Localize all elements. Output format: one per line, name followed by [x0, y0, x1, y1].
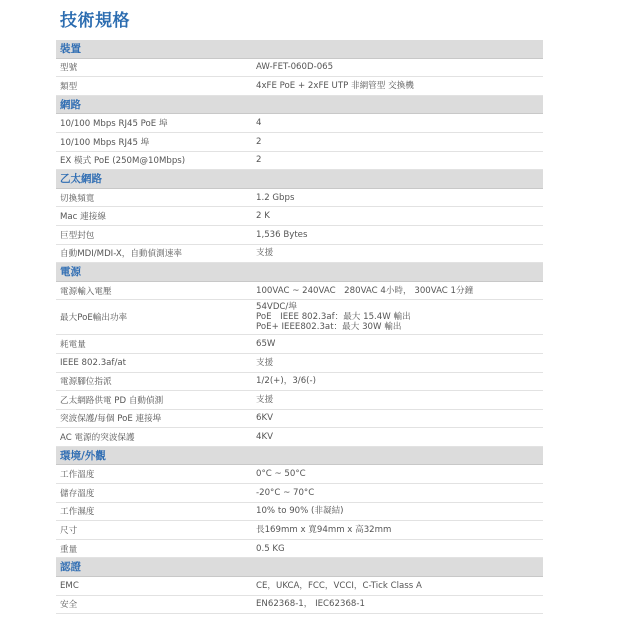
spec-row: [56, 428, 543, 447]
spec-label: 巨型封包: [60, 230, 95, 241]
spec-row: [56, 577, 543, 596]
spec-value: [256, 581, 543, 591]
spec-value: [256, 193, 543, 203]
spec-row: [56, 282, 543, 301]
spec-row: [56, 114, 543, 133]
section-header: 環境/外觀: [56, 447, 543, 466]
spec-label: 型號: [60, 63, 78, 74]
spec-label: 自動MDI/MDI-X，自動偵測速率: [60, 249, 182, 260]
spec-label: IEEE 802.3af/at: [60, 357, 126, 368]
spec-row: [56, 373, 543, 392]
spec-label: 類型: [60, 81, 78, 92]
spec-row: [56, 521, 543, 540]
spec-row: [56, 540, 543, 559]
spec-row: [56, 189, 543, 208]
spec-value: [256, 211, 543, 221]
spec-row: [56, 465, 543, 484]
spec-value: [256, 81, 543, 91]
spec-value-line: 6KV: [256, 413, 273, 424]
section-header: 認證: [56, 558, 543, 577]
section-header: 電源: [56, 263, 543, 282]
spec-value: [256, 525, 543, 535]
spec-value: [256, 599, 543, 609]
spec-value: [256, 506, 543, 516]
spec-label: EX 模式 PoE (250M@10Mbps): [60, 156, 186, 167]
spec-value: [256, 118, 543, 128]
spec-row: [56, 59, 543, 78]
spec-label: 工作溫度: [60, 470, 95, 481]
spec-label: 電源腳位指派: [60, 377, 112, 388]
spec-row: [56, 596, 543, 615]
spec-value-line: CE，UKCA，FCC，VCCI，C-Tick Class A: [256, 580, 422, 591]
spec-value-line: 54VDC/埠: [256, 302, 297, 313]
spec-value-line: 0°C ~ 50°C: [256, 469, 306, 480]
spec-label: 儲存溫度: [60, 488, 95, 499]
spec-value-line: 支援: [256, 394, 274, 405]
spec-label: 電源輸入電壓: [60, 286, 112, 297]
spec-value-line: 4KV: [256, 432, 273, 443]
spec-row: [56, 300, 543, 335]
spec-value-line: 100VAC ~ 240VAC 280VAC 4小時， 300VAC 1分鐘: [256, 285, 474, 296]
section-header: 網路: [56, 96, 543, 115]
spec-label: 尺寸: [60, 526, 78, 537]
spec-label: 工作濕度: [60, 507, 95, 518]
spec-value-line: -20°C ~ 70°C: [256, 487, 315, 498]
spec-row: [56, 226, 543, 245]
spec-value-line: 支援: [256, 357, 274, 368]
spec-value-line: 4: [256, 118, 262, 129]
spec-row: [56, 503, 543, 522]
page-title: 技術規格: [60, 11, 130, 31]
spec-value: [256, 137, 543, 147]
spec-value-line: PoE IEEE 802.3af：最大 15.4W 輸出: [256, 312, 411, 323]
spec-value-line: 支援: [256, 248, 274, 259]
spec-row: [56, 335, 543, 354]
spec-row: [56, 133, 543, 152]
spec-value: [256, 230, 543, 240]
section-header: 乙太網路: [56, 170, 543, 189]
spec-value: [256, 395, 543, 405]
spec-row: [56, 484, 543, 503]
spec-row: [56, 152, 543, 171]
spec-value-line: 10% to 90% (非凝結): [256, 506, 344, 517]
spec-value-line: 65W: [256, 339, 276, 350]
spec-row: [56, 410, 543, 429]
spec-value-line: AW-FET-060D-065: [256, 62, 334, 73]
section-header: 裝置: [56, 40, 543, 59]
spec-value-line: 0.5 KG: [256, 543, 285, 554]
spec-label: Mac 連接線: [60, 212, 106, 223]
spec-value-line: 2: [256, 155, 262, 166]
spec-row: [56, 207, 543, 226]
spec-row: [56, 354, 543, 373]
spec-value-line: 4xFE PoE + 2xFE UTP 非網管型 交換機: [256, 80, 414, 91]
spec-value: [256, 432, 543, 442]
spec-value: [256, 358, 543, 368]
spec-value: [256, 376, 543, 386]
spec-value: [256, 62, 543, 72]
spec-value-line: 1.2 Gbps: [256, 192, 295, 203]
spec-label: 最大PoE輸出功率: [60, 313, 128, 324]
spec-label: AC 電源的突波保護: [60, 433, 135, 444]
spec-value-line: 1/2(+)，3/6(-): [256, 376, 316, 387]
spec-label: EMC: [60, 580, 79, 591]
spec-label: 10/100 Mbps RJ45 PoE 埠: [60, 119, 168, 130]
spec-value-line: 2 K: [256, 211, 270, 222]
spec-value: [256, 155, 543, 165]
spec-label: 乙太網路供電 PD 自動偵測: [60, 395, 164, 406]
spec-value: [256, 413, 543, 423]
spec-value: [256, 286, 543, 296]
spec-value-line: 1,536 Bytes: [256, 229, 308, 240]
spec-value: [256, 248, 543, 258]
spec-value-line: PoE+ IEEE802.3at：最大 30W 輸出: [256, 322, 402, 333]
spec-table: [56, 40, 543, 614]
spec-row: [56, 391, 543, 410]
spec-row: [56, 77, 543, 96]
spec-value: [256, 544, 543, 554]
spec-value: [256, 302, 543, 332]
spec-value: [256, 339, 543, 349]
spec-row: [56, 245, 543, 264]
spec-value-line: 長169mm x 寬94mm x 高32mm: [256, 525, 392, 536]
spec-label: 10/100 Mbps RJ45 埠: [60, 137, 150, 148]
spec-value-line: 2: [256, 136, 262, 147]
spec-label: 耗電量: [60, 340, 86, 351]
spec-value: [256, 488, 543, 498]
spec-label: 安全: [60, 600, 78, 611]
spec-label: 切換頻寬: [60, 193, 95, 204]
spec-label: 突波保護/每個 PoE 連接埠: [60, 414, 162, 425]
spec-label: 重量: [60, 544, 78, 555]
spec-value-line: EN62368-1， IEC62368-1: [256, 599, 365, 610]
spec-value: [256, 469, 543, 479]
